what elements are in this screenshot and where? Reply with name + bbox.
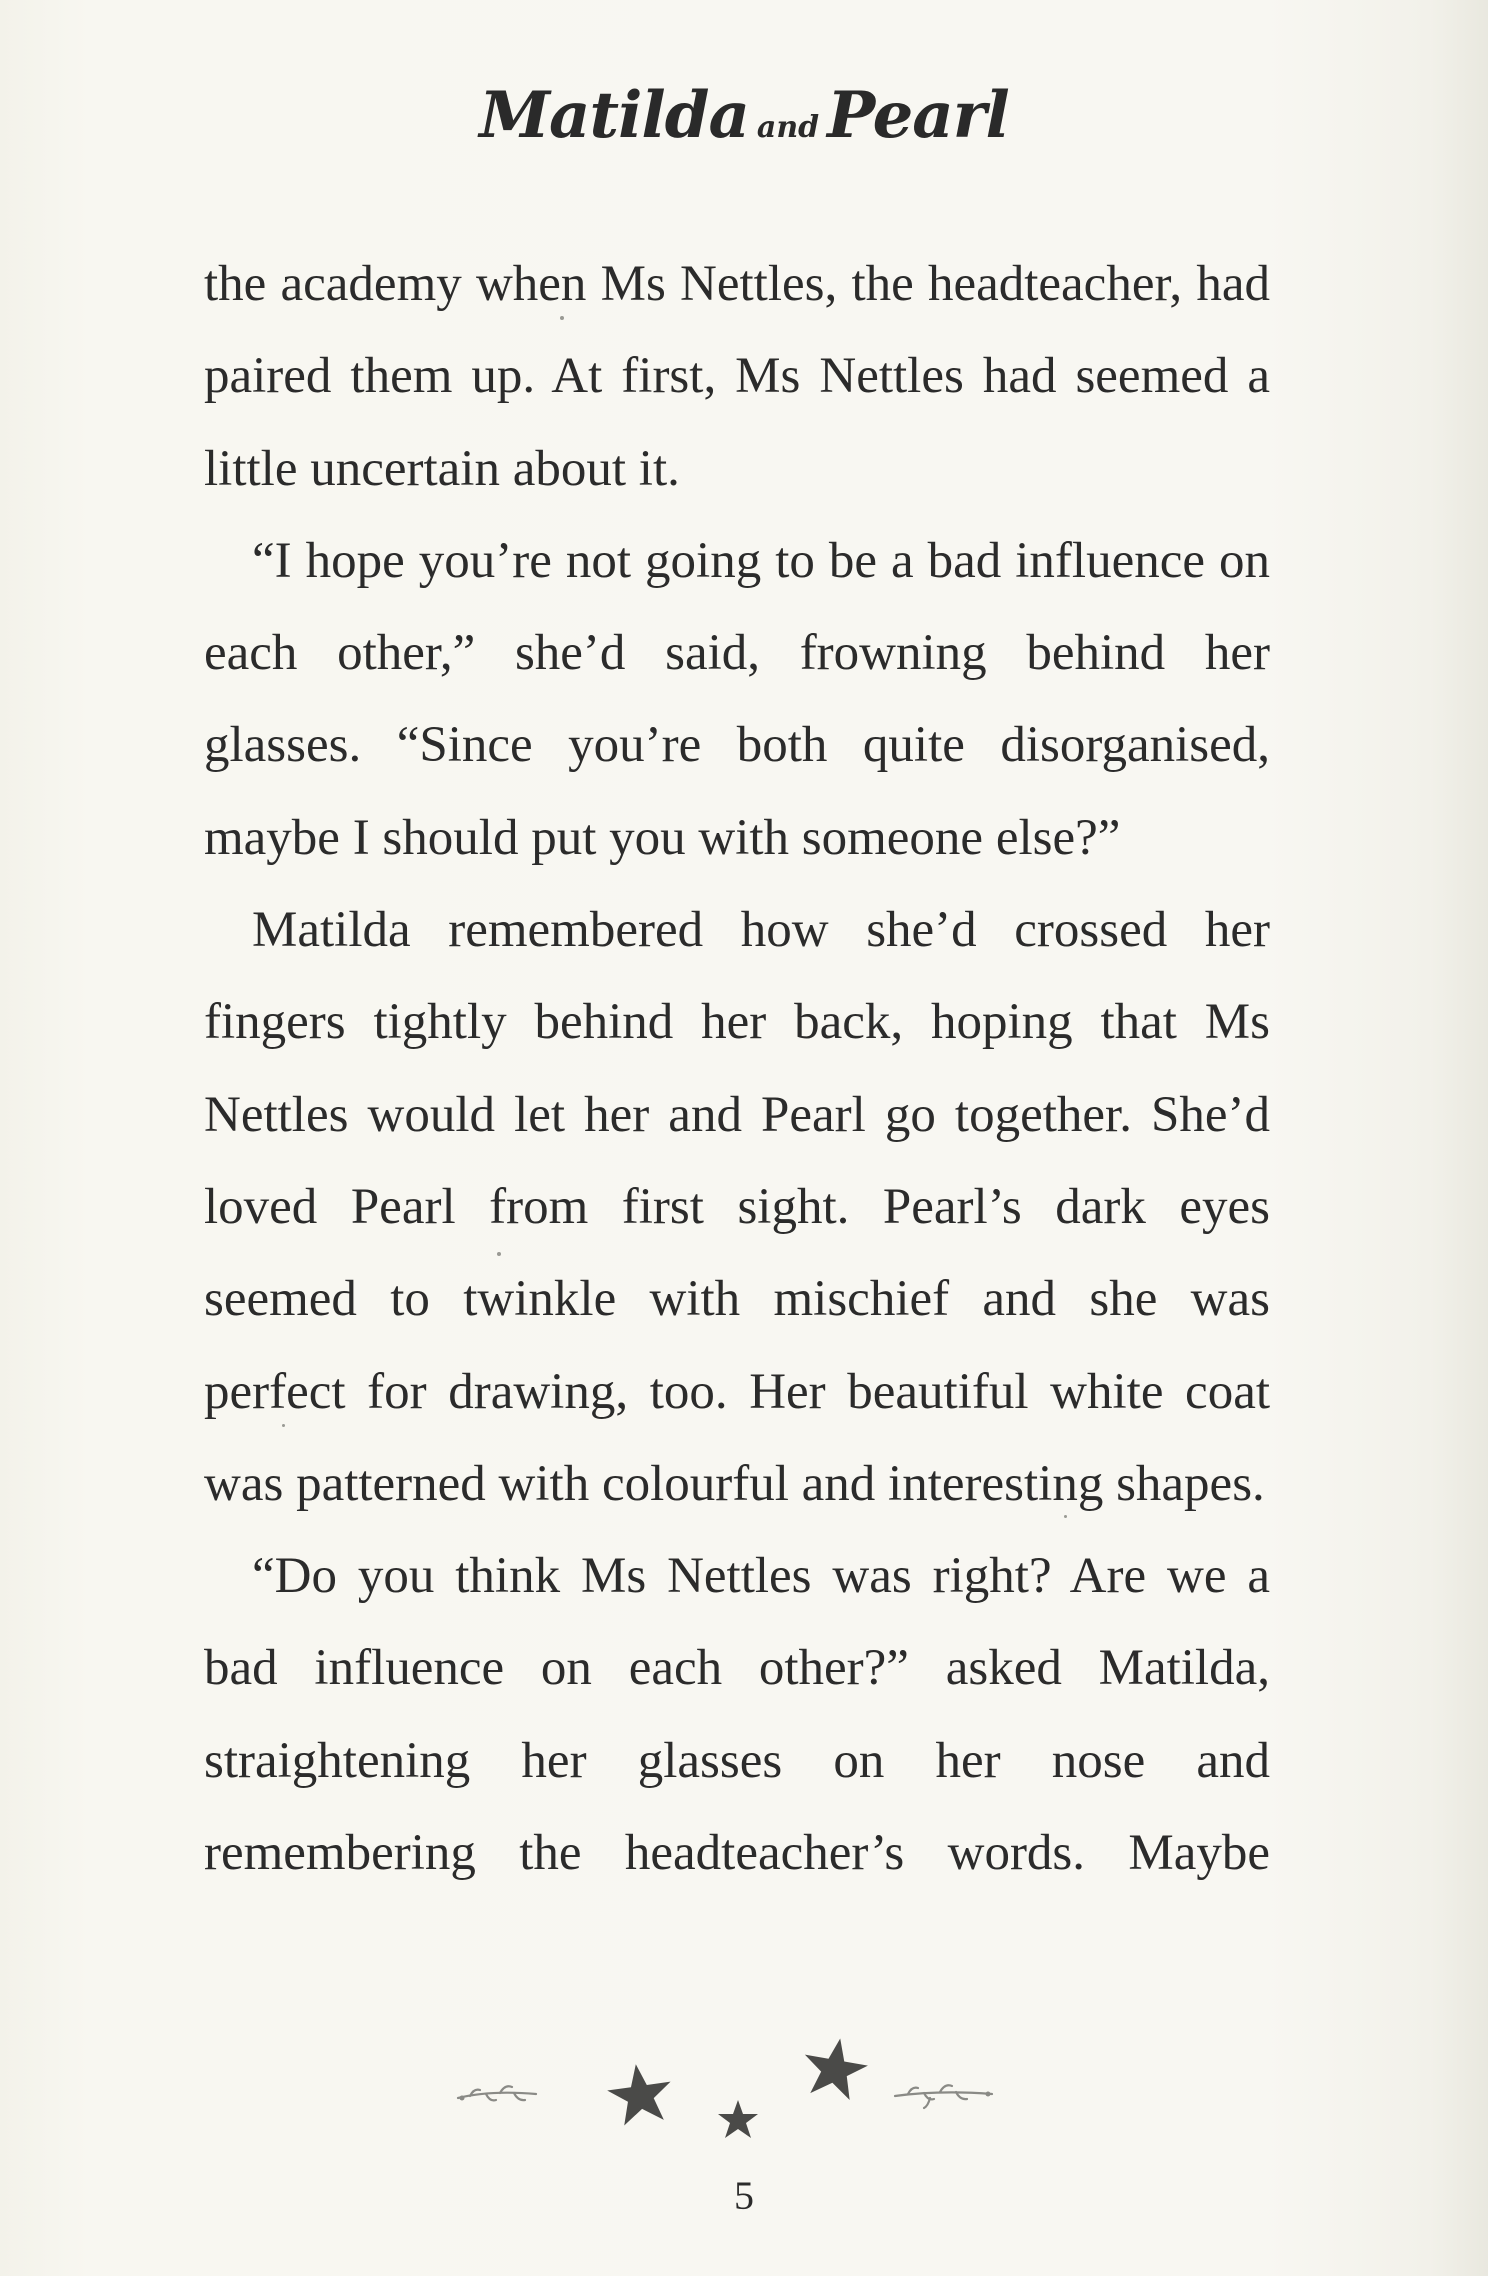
paragraph-1: the academy when Ms Nettles, the headteacher, had paired them up. At first, Ms Nettles had seemed a little uncertain about it. [204,256,1270,497]
right-sprig-icon [895,2085,992,2108]
running-head-title-matilda: Matilda [479,78,749,153]
left-sprig-icon [458,2086,536,2100]
running-head [0,78,1488,153]
body-text [204,238,1270,1899]
page-number: 5 [734,2173,754,2218]
paragraph-4: “Do you think Ms Nettles was right? Are we a bad influence on each other?” asked Matilda, straightening her glasses on her nose and remembering the headteacher’s words. Maybe [204,1548,1270,1882]
star-icon-left [604,2060,676,2127]
star-icon-middle [718,2100,758,2138]
paragraph-2: “I hope you’re not going to be a bad influence on each other,” she’d said, frowning behind her glasses. “Since you’re both quite disorganised, maybe I should put you with someone else?” [204,532,1270,866]
scan-speck [497,1252,501,1256]
star-icon-right [798,2033,871,2102]
stars-and-sprigs-ornament-icon [440,2020,1040,2170]
paragraph-3: Matilda remembered how she’d crossed her fingers tightly behind her back, hoping that Ms Nettles would let her and Pearl go together. She’d loved Pearl from first sight. Pearl’s dark eyes seemed to twinkle with mischief and she was perfect for drawing, too. Her beautiful white coat was patterned with colourful and interesting shapes. [204,902,1270,1512]
running-head-title-pearl: Pearl [827,78,1009,153]
scan-speck [560,316,564,320]
scan-speck [1064,1515,1067,1518]
running-head-connector: and [756,110,820,145]
scan-speck [282,1424,285,1427]
